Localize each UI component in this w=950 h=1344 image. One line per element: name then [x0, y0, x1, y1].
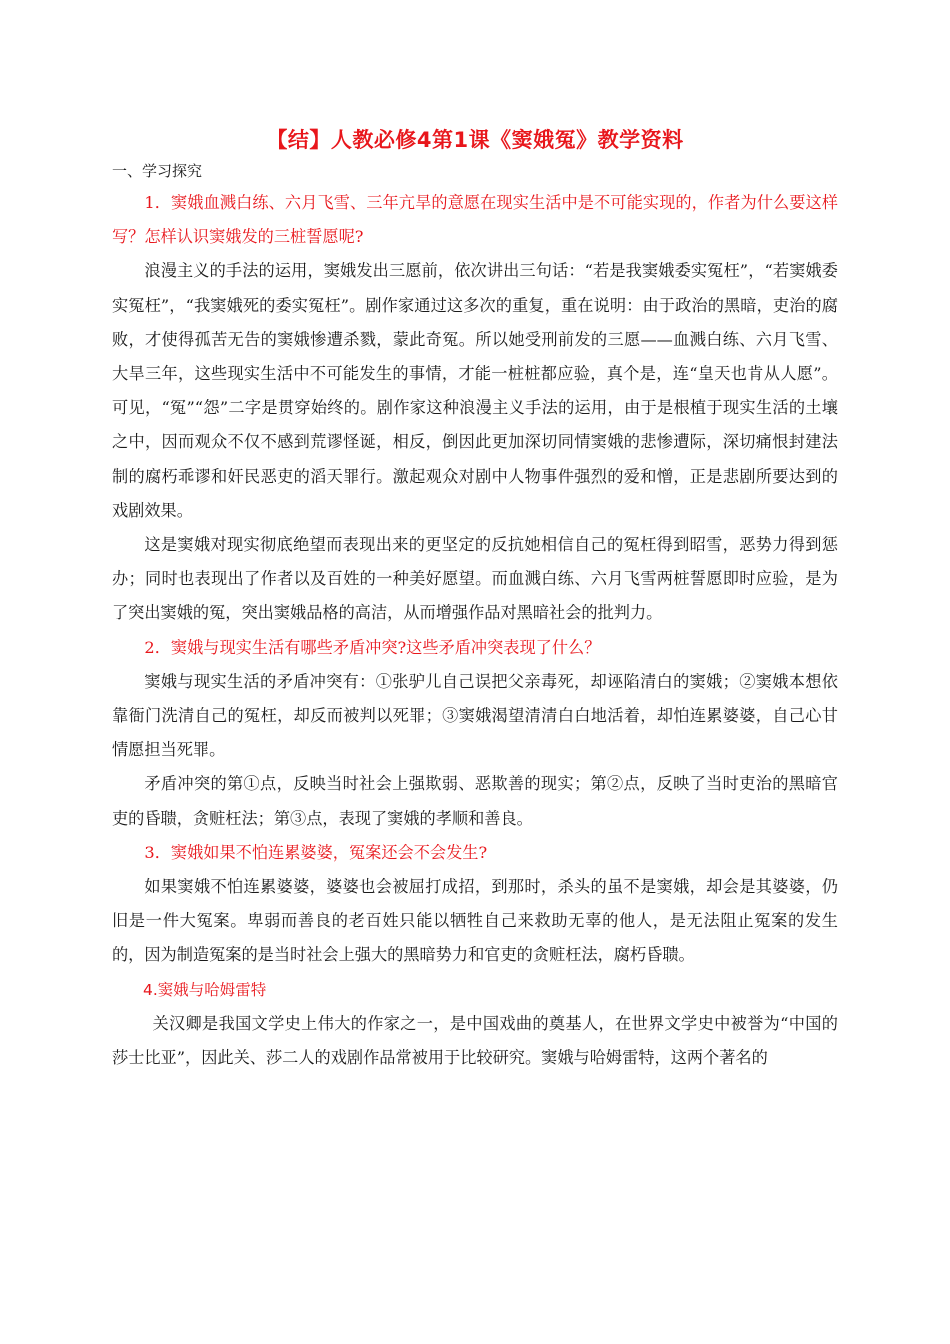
question-4: 4.窦娥与哈姆雷特 [143, 980, 267, 999]
answer-2-paragraph-2: 矛盾冲突的第①点，反映当时社会上强欺弱、恶欺善的现实；第②点，反映了当时吏治的黑暗官吏的昏聩，贪赃枉法；第③点，表现了窦娥的孝顺和善良。 [112, 774, 838, 828]
answer-4-paragraph: 关汉卿是我国文学史上伟大的作家之一，是中国戏曲的奠基人，在世界文学史中被誉为“中国的莎士比亚”，因此关、莎二人的戏剧作品常被用于比较研究。窦娥与哈姆雷特，这两个著名的 [112, 1013, 838, 1068]
question-1: 1．窦娥血溅白练、六月飞雪、三年亢旱的意愿在现实生活中是不可能实现的，作者为什么要这样写？怎样认识窦娥发的三桩誓愿呢? [112, 193, 838, 247]
answer-3-paragraph: 如果窦娥不怕连累婆婆，婆婆也会被屈打成招，到那时，杀头的虽不是窦娥，却会是其婆婆，仍旧是一件大冤案。卑弱而善良的老百姓只能以牺牲自己来救助无辜的他人，是无法阻止冤案的发生的，因为制造冤案的是当时社会上强大的黑暗势力和官吏的贪赃枉法，腐朽昏聩。 [112, 877, 838, 965]
section-heading: 一、学习探究 [112, 162, 203, 180]
document-title: 【结】人教必修4第1课《窦娥冤》教学资料 [266, 128, 684, 152]
answer-1-paragraph-1: 浪漫主义的手法的运用，窦娥发出三愿前，依次讲出三句话：“若是我窦娥委实冤枉”，“若窦娥委实冤枉”，“我窦娥死的委实冤枉”。剧作家通过这多次的重复，重在说明：由于政治的黑暗，吏治的腐败，才使得孤苦无告的窦娥惨遭杀戮，蒙此奇冤。所以她受刑前发的三愿——血溅白练、六月飞雪、大旱三年，这些现实生活中不可能发生的事情，才能一桩桩都应验，真个是，连“皇天也肯从人愿”。可见，“冤”“怨”二字是贯穿始终的。剧作家这种浪漫主义手法的运用，由于是根植于现实生活的土壤之中，因而观众不仅不感到荒谬怪诞，相反，倒因此更加深切同情窦娥的悲惨遭际，深切痛恨封建法制的腐朽乖谬和奸民恶吏的滔天罪行。激起观众对剧中人物事件强烈的爱和憎，正是悲剧所要达到的戏剧效果。 [112, 261, 838, 520]
answer-1-paragraph-2: 这是窦娥对现实彻底绝望而表现出来的更坚定的反抗她相信自己的冤枉得到昭雪，恶势力得到惩办；同时也表现出了作者以及百姓的一种美好愿望。而血溅白练、六月飞雪两桩誓愿即时应验，是为了突出窦娥的冤，突出窦娥品格的高洁，从而增强作品对黑暗社会的批判力。 [112, 535, 838, 623]
question-3: 3．窦娥如果不怕连累婆婆，冤案还会不会发生? [144, 842, 488, 862]
document-body [112, 186, 838, 1075]
question-2: 2．窦娥与现实生活有哪些矛盾冲突?这些矛盾冲突表现了什么？ [144, 637, 601, 657]
answer-2-paragraph-1: 窦娥与现实生活的矛盾冲突有：①张驴儿自己误把父亲毒死，却诬陷清白的窦娥；②窦娥本想依靠衙门洗清自己的冤枉，却反而被判以死罪；③窦娥渴望清清白白地活着，却怕连累婆婆，自己心甘情愿担当死罪。 [112, 671, 838, 760]
